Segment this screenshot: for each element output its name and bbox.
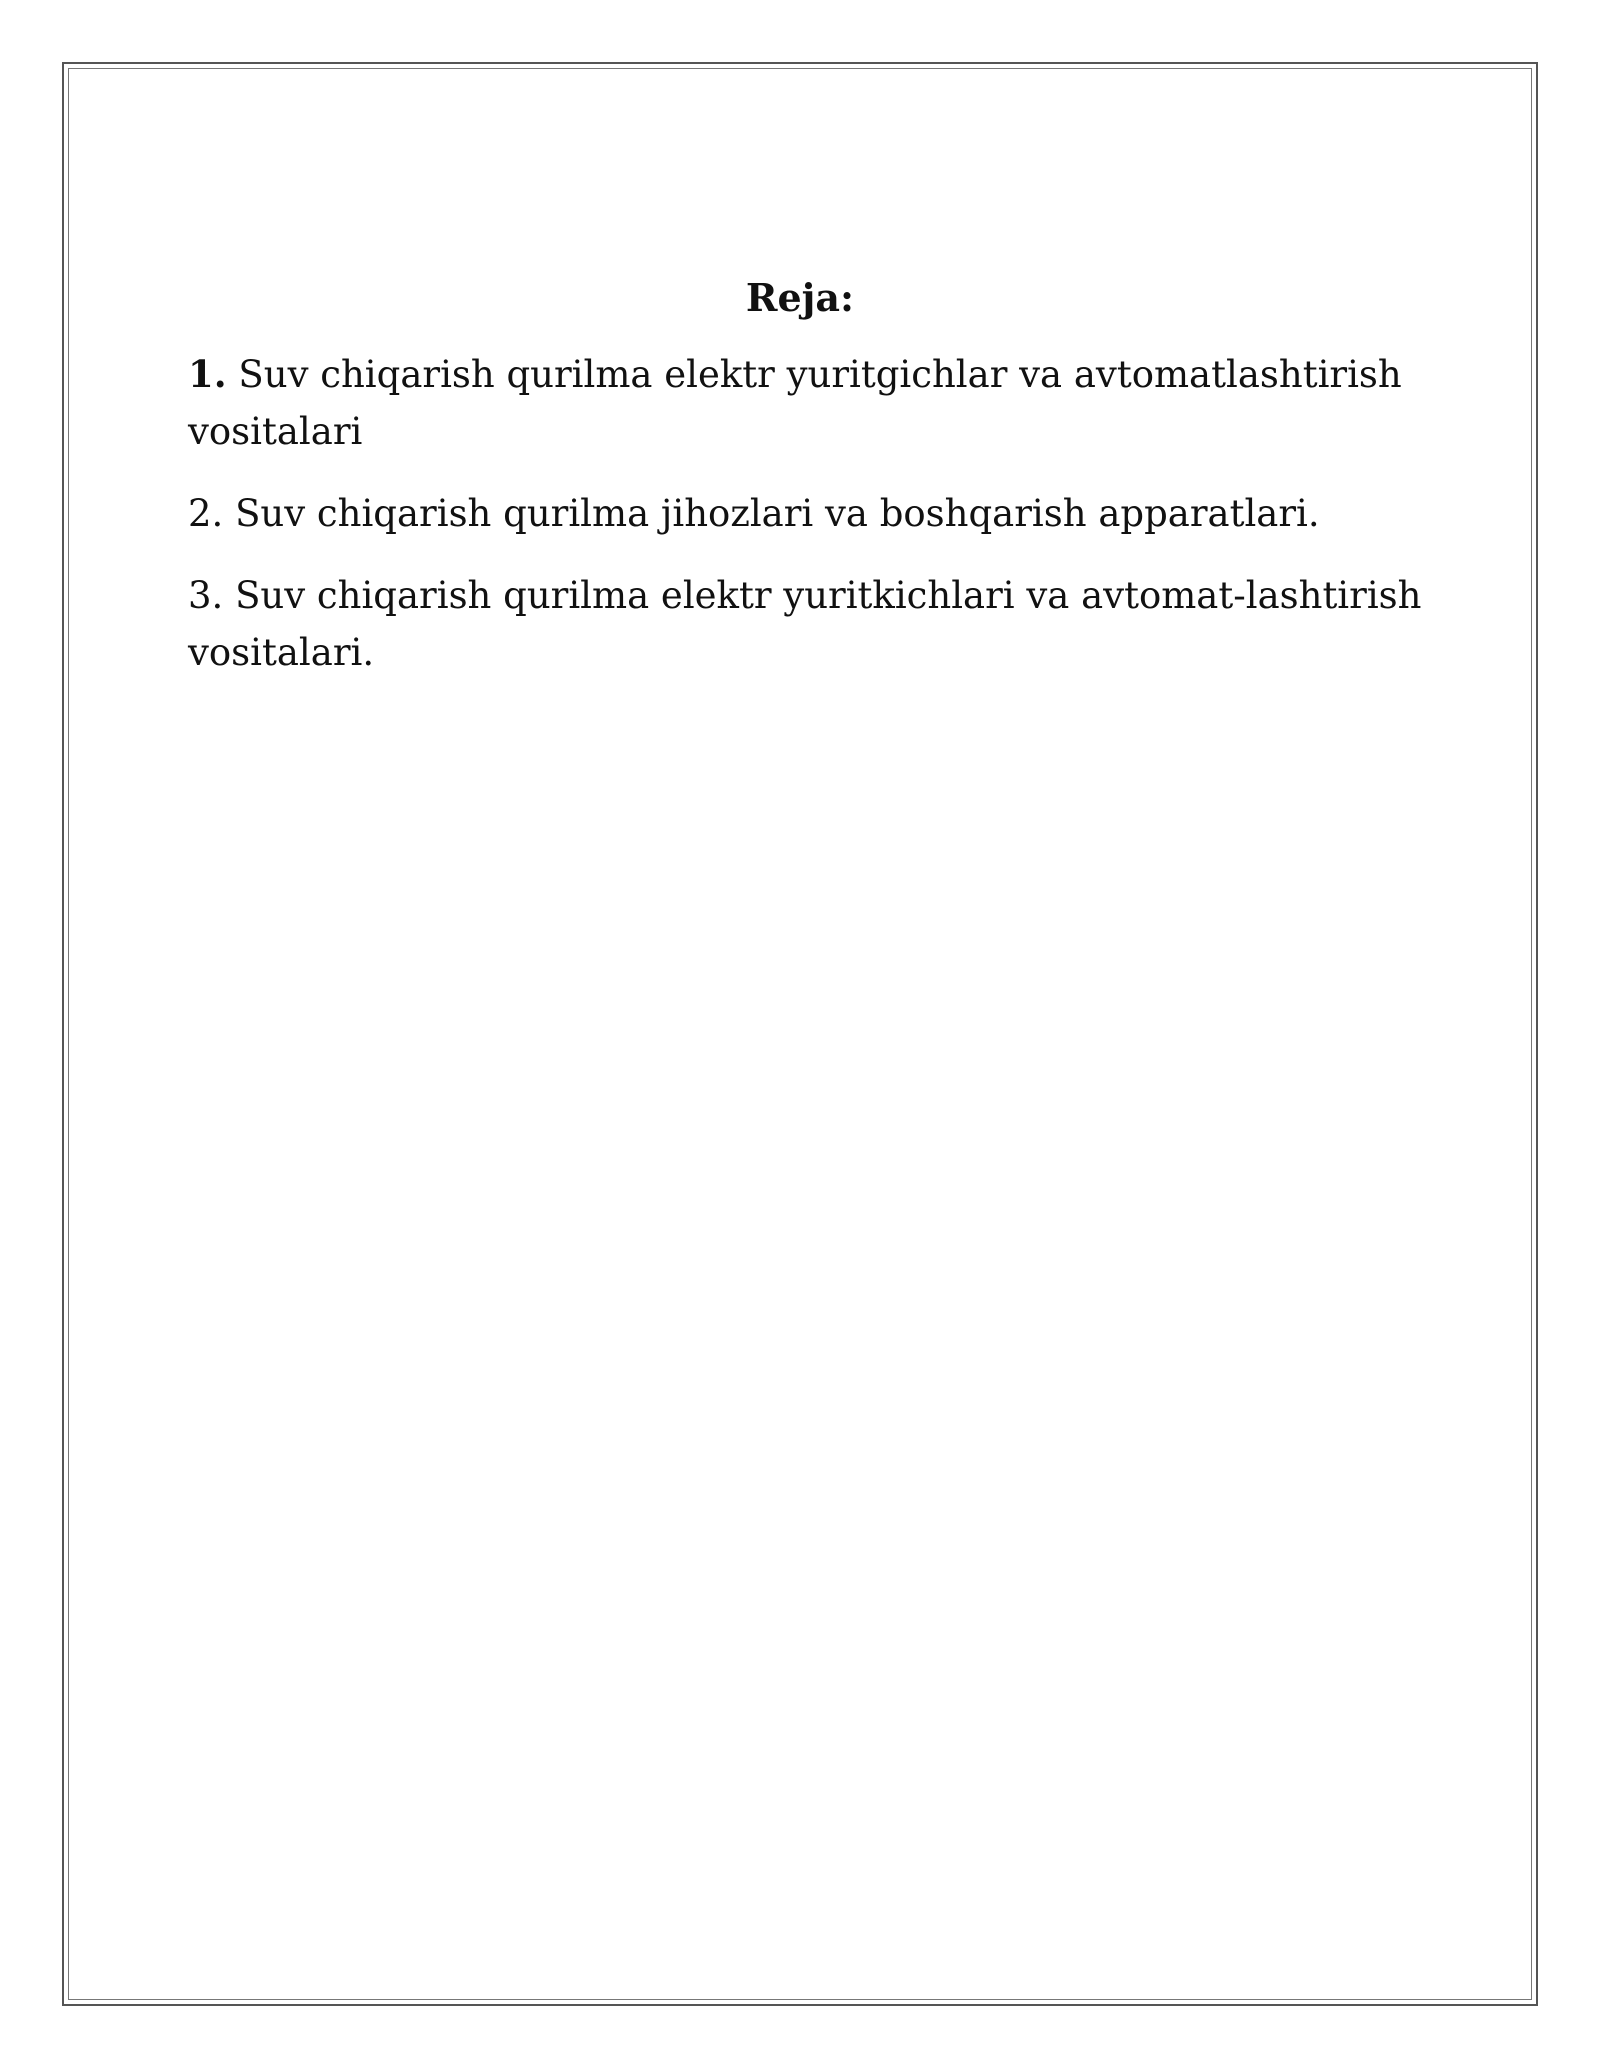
- plan-item-3: [188, 567, 1428, 681]
- page-title: Reja:: [745, 275, 855, 320]
- plan-item-number: 1.: [188, 352, 227, 396]
- plan-item-number: 2.: [188, 492, 224, 535]
- plan-item-1: [188, 346, 1428, 460]
- plan-item-text: Suv chiqarish qurilma elektr yuritgichlar va avtomatlashtirish vositalari: [188, 353, 1402, 453]
- plan-item-text: Suv chiqarish qurilma elektr yuritkichlari va avtomat-lashtirish vositalari.: [188, 574, 1422, 674]
- plan-item-2: [188, 485, 1428, 542]
- plan-item-number: 3.: [188, 574, 224, 617]
- plan-item-text: Suv chiqarish qurilma jihozlari va boshqarish apparatlari.: [235, 492, 1320, 535]
- document-body: [188, 270, 1428, 706]
